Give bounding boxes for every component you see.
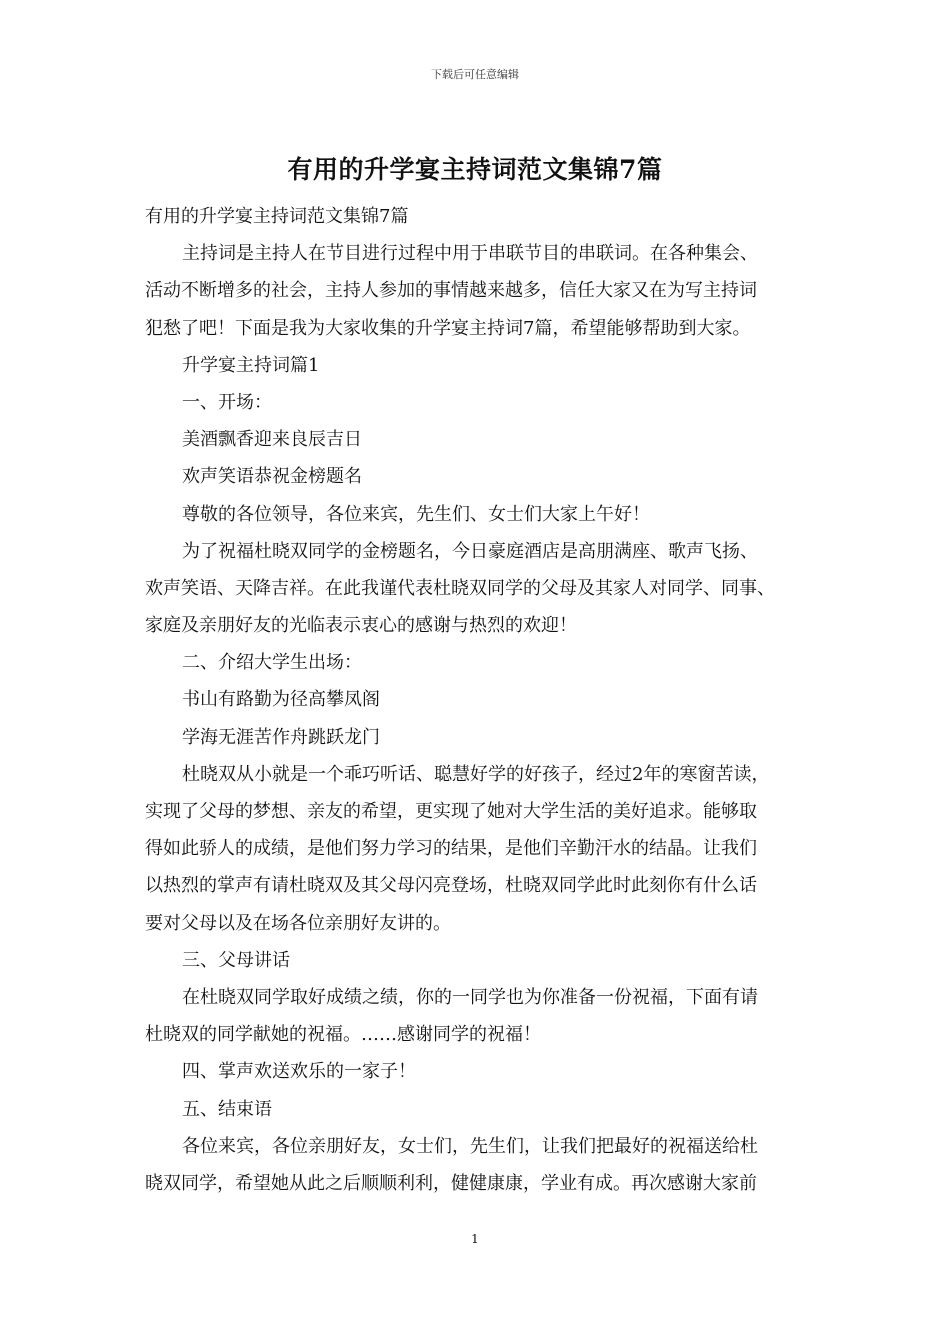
paragraph-line: 要对父母以及在场各位亲朋好友讲的。 [145,912,451,934]
paragraph-line: 以热烈的掌声有请杜晓双及其父母闪亮登场，杜晓双同学此时此刻你有什么话 [145,875,757,897]
paragraph-line: 主持词是主持人在节目进行过程中用于串联节目的串联词。在各种集会、 [182,243,758,265]
paragraph-line: 欢声笑语恭祝金榜题名 [182,466,362,488]
section-heading: 三、父母讲话 [182,949,290,971]
paragraph-line: 尊敬的各位领导，各位来宾，先生们、女士们大家上午好！ [182,503,650,525]
paragraph-line: 学海无涯苦作舟跳跃龙门 [182,726,380,748]
paragraph-line: 书山有路勤为径高攀凤阁 [182,689,380,711]
paragraph-line: 有用的升学宴主持词范文集锦7篇 [145,206,409,227]
header-note: 下载后可任意编辑 [431,68,519,81]
document-body [145,198,825,1202]
paragraph-line: 活动不断增多的社会，主持人参加的事情越来越多，信任大家又在为写主持词 [145,280,757,302]
section-heading: 升学宴主持词篇1 [182,354,320,376]
paragraph-line: 杜晓双的同学献她的祝福。……感谢同学的祝福！ [145,1024,541,1046]
paragraph-line: 美酒飘香迎来良辰吉日 [182,429,362,451]
paragraph-line: 家庭及亲朋好友的光临表示衷心的感谢与热烈的欢迎！ [145,615,577,637]
paragraph-line: 在杜晓双同学取好成绩之绩，你的一同学也为你准备一份祝福，下面有请 [182,986,758,1008]
section-heading: 五、结束语 [182,1098,272,1120]
paragraph-line: 得如此骄人的成绩，是他们努力学习的结果，是他们辛勤汗水的结晶。让我们 [145,838,757,860]
paragraph-line: 杜晓双从小就是一个乖巧听话、聪慧好学的好孩子，经过2年的寒窗苦读， [182,763,770,785]
paragraph-line: 各位来宾，各位亲朋好友，女士们，先生们，让我们把最好的祝福送给杜 [182,1135,758,1157]
paragraph-line: 欢声笑语、天降吉祥。在此我谨代表杜晓双同学的父母及其家人对同学、同事、 [145,577,775,599]
page-number: 1 [471,1232,479,1246]
document-title: 有用的升学宴主持词范文集锦7篇 [287,155,663,184]
paragraph-line: 犯愁了吧！下面是我为大家收集的升学宴主持词7篇，希望能够帮助到大家。 [145,317,751,339]
paragraph-line: 为了祝福杜晓双同学的金榜题名，今日豪庭酒店是高朋满座、歌声飞扬、 [182,540,758,562]
section-heading: 二、介绍大学生出场： [182,652,362,674]
paragraph-line: 实现了父母的梦想、亲友的希望，更实现了她对大学生活的美好追求。能够取 [145,801,757,822]
section-heading: 一、开场： [182,391,272,413]
section-heading: 四、掌声欢送欢乐的一家子！ [182,1061,416,1083]
paragraph-line: 晓双同学，希望她从此之后顺顺利利，健健康康，学业有成。再次感谢大家前 [145,1172,757,1194]
